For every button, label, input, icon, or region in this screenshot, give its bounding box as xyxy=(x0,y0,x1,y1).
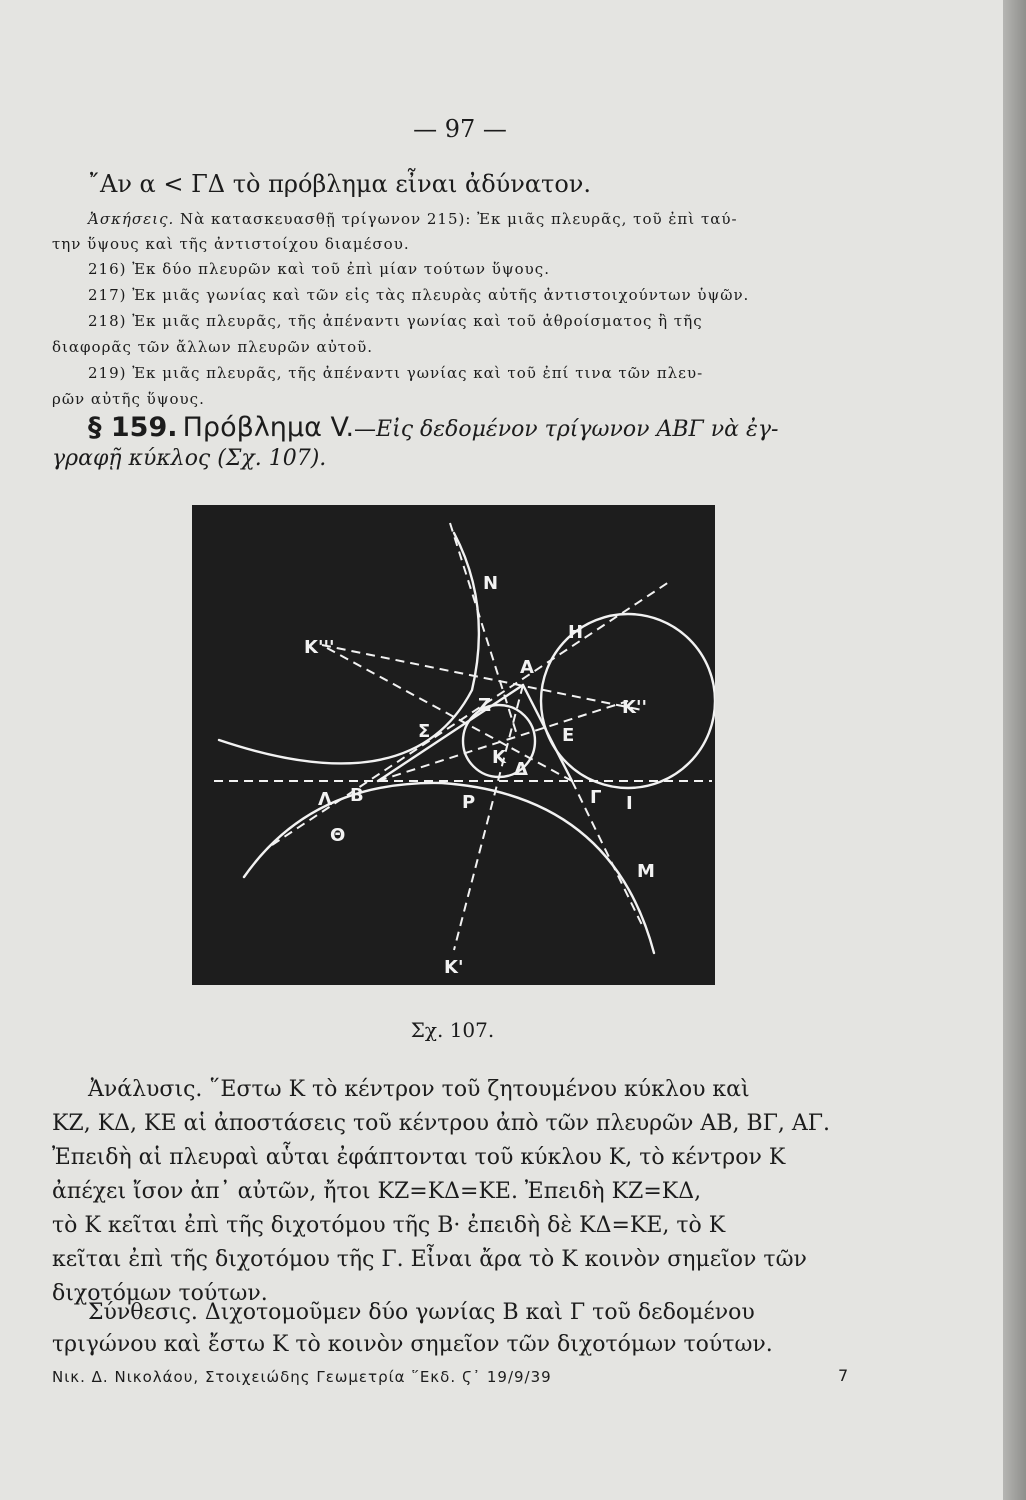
paragraph-line: τριγώνου καὶ ἔστω Κ τὸ κοινὸν σημεῖον τῶν διχοτόμων τούτων. xyxy=(52,1332,773,1357)
exercises-line: ρῶν αὐτῆς ὕψους. xyxy=(52,390,205,408)
paragraph-line: ἀπέχει ἴσον ἀπ᾽ αὐτῶν, ἤτοι ΚΖ=ΚΔ=ΚΕ. Ἐπειδὴ ΚΖ=ΚΔ, xyxy=(52,1179,702,1204)
exercise-217: 217) Ἐκ μιᾶς γωνίας καὶ τῶν εἰς τὰς πλευρὰς αὐτῆς ἀντιστοιχούντων ὑψῶν. xyxy=(88,286,750,304)
line-k3-g xyxy=(327,648,575,781)
signature-mark: 7 xyxy=(838,1366,849,1385)
printer-footer: Νικ. Δ. Νικολάου, Στοιχειώδης Γεωμετρία ῞Εκδ. Ϛ᾽ 19/9/39 xyxy=(52,1368,552,1386)
section-number: § 159. xyxy=(88,412,178,443)
figure-caption: Σχ. 107. xyxy=(410,1018,495,1042)
label-k: K xyxy=(492,747,506,768)
exercise-218: 218) Ἐκ μιᾶς πλευρᾶς, τῆς ἀπέναντι γωνίας καὶ τοῦ ἀθροίσματος ἢ τῆς xyxy=(88,312,703,330)
paragraph-line: τὸ Κ κεῖται ἐπὶ τῆς διχοτόμου τῆς Β· ἐπειδὴ δὲ ΚΔ=ΚΕ, τὸ Κ xyxy=(52,1213,726,1238)
exercise-219: 219) Ἐκ μιᾶς πλευρᾶς, τῆς ἀπέναντι γωνίας καὶ τοῦ ἐπί τινα τῶν πλευ- xyxy=(88,364,704,382)
label-th: Θ xyxy=(330,825,346,846)
figure-107 xyxy=(192,505,715,985)
section-title: Πρόβλημα V. xyxy=(182,412,355,443)
paragraph-line: Ἐπειδὴ αἱ πλευραὶ αὗται ἐφάπτονται τοῦ κύκλου Κ, τὸ κέντρον Κ xyxy=(52,1145,786,1170)
exercises-label: Ἀσκήσεις. xyxy=(88,210,175,228)
label-z: Z xyxy=(478,695,492,716)
label-k1: K' xyxy=(444,957,464,978)
exercises-line: την ὕψους καὶ τῆς ἀντιστοίχου διαμέσου. xyxy=(52,235,410,253)
page-number: — 97 — xyxy=(413,115,507,143)
section-heading xyxy=(88,412,778,443)
label-e: E xyxy=(562,725,575,746)
excircle-upper-arc xyxy=(219,533,479,763)
label-k3: K''' xyxy=(304,637,335,658)
label-m: M xyxy=(637,861,655,882)
line-b-k2 xyxy=(378,701,628,781)
paragraph-line: διχοτόμων τούτων. xyxy=(52,1281,268,1306)
exercise-216: 216) Ἐκ δύο πλευρῶν καὶ τοῦ ἐπὶ μίαν τούτων ὕψους. xyxy=(88,260,550,278)
label-s: Σ xyxy=(418,721,431,742)
section-statement: Εἰς δεδομένον τρίγωνον ΑΒΓ νὰ ἐγ- xyxy=(376,417,779,442)
paragraph-line: κεῖται ἐπὶ τῆς διχοτόμου τῆς Γ. Εἶναι ἄρα τὸ Κ κοινὸν σημεῖον τῶν xyxy=(52,1247,807,1272)
paragraph-line: ΚΖ, ΚΔ, ΚΕ αἱ ἀποστάσεις τοῦ κέντρου ἀπὸ τῶν πλευρῶν ΑΒ, ΒΓ, ΑΓ. xyxy=(52,1111,831,1136)
text-line: ῎Αν α < ΓΔ τὸ πρόβλημα εἶναι ἀδύνατον. xyxy=(88,170,591,198)
exercises-line: διαφορᾶς τῶν ἄλλων πλευρῶν αὐτοῦ. xyxy=(52,338,374,356)
label-a: A xyxy=(520,657,534,678)
exercises-text: Νὰ κατασκευασθῇ τρίγωνον 215): Ἐκ μιᾶς πλευρᾶς, τοῦ ἐπὶ ταύ- xyxy=(180,210,738,228)
label-i: I xyxy=(626,793,633,814)
section-dash: — xyxy=(354,417,377,442)
label-d: Δ xyxy=(514,759,528,780)
geometry-diagram xyxy=(192,505,715,985)
exercises-line xyxy=(88,210,738,228)
label-p: P xyxy=(462,792,476,813)
section-statement: γραφῇ κύκλος (Σχ. 107). xyxy=(52,446,327,471)
page-edge xyxy=(1003,0,1026,1500)
label-g: Γ xyxy=(590,787,602,808)
label-l: Λ xyxy=(318,789,332,810)
excircle-lower-arc xyxy=(244,783,654,953)
label-k2: K'' xyxy=(622,697,647,718)
paragraph-line: Σύνθεσις. Διχοτομοῦμεν δύο γωνίας Β καὶ Γ τοῦ δεδομένου xyxy=(88,1300,755,1325)
label-b: B xyxy=(350,785,364,806)
label-n: N xyxy=(483,573,499,594)
label-h: H xyxy=(568,622,584,643)
paragraph-line: Ἀνάλυσις. ῞Εστω Κ τὸ κέντρον τοῦ ζητουμένου κύκλου καὶ xyxy=(88,1077,750,1102)
